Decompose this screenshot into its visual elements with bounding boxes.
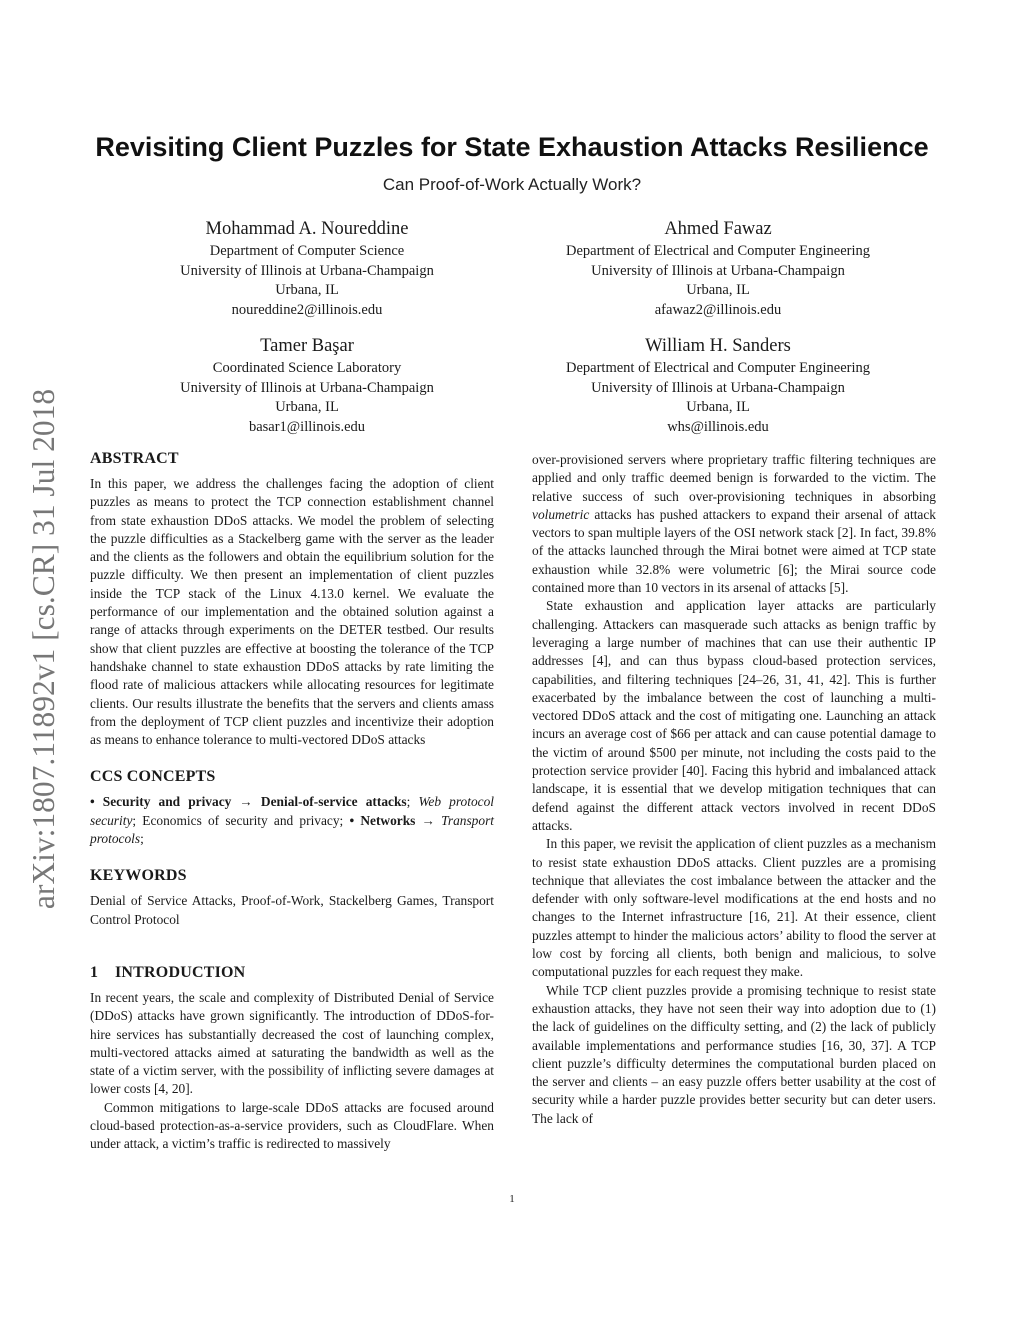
- left-column: [90, 449, 494, 1154]
- body-paragraph: State exhaustion and application layer attacks are particularly challenging. Attackers can masquerade such attacks as benign traffic by leveraging a large number of machines that can use their authentic IP addresses [4], and can thus bypass cloud-based protection services, capabilities, and filtering techniques [24–26, 31, 41, 42]. This is further exacerbated by the imbalance between the cost of launching a multi-vectored DDoS attack and the cost of mitigating one. Launching an attack incurs an average cost of $66 per attack and can cause potential damage to the victim of around $500 per minute, not including the costs paid to the protection service provider [40]. Facing this hybrid and imbalanced attack landscape, it is essential that we develop mitigation techniques that can defend against the different attack vectors involved in recent DDoS attacks.: [532, 598, 936, 833]
- author-department: Department of Electrical and Computer Engineering: [566, 243, 870, 259]
- keywords-text: Denial of Service Attacks, Proof-of-Work, Stackelberg Games, Transport Control Protocol: [90, 893, 494, 927]
- author-block: [97, 333, 517, 437]
- author-department: Department of Electrical and Computer Engineering: [566, 360, 870, 376]
- abstract-text: In this paper, we address the challenges facing the adoption of client puzzles as means to protect the TCP connection establishment channel from state exhaustion DDoS attacks. We model the problem of selecting the puzzle difficulties as a Stackelberg game with the server as the leader and the clients as the followers and obtain the equilibrium solution for the puzzle difficulty. We then present an implementation of client puzzles inside the TCP stack of the Linux 4.13.0 kernel. We evaluate the performance of our implementation and the obtained solution against a range of attacks through experiments on the DETER testbed. Our results show that client puzzles are effective at boosting the tolerance of the TCP handshake channel to state exhaustion DDoS attacks by rate limiting the flood rate of malicious attackers while allocating resources for legitimate clients. Our results illustrate the benefits that the servers and clients amass from the deployment of TCP client puzzles and incentivize their adoption as means to enhance tolerance to multi-vectored DDoS attacks: [90, 476, 494, 748]
- ccs-concepts-text: • Security and privacy → Denial-of-service attacks; Web protocol security; Economics of security and privacy; • Networks → Transport protocols;: [90, 794, 494, 847]
- author-city: Urbana, IL: [686, 399, 750, 415]
- author-university: University of Illinois at Urbana-Champaign: [180, 379, 434, 396]
- author-email: noureddine2@illinois.edu: [231, 301, 383, 318]
- body-paragraph: over-provisioned servers where proprietary traffic filtering techniques are applied and only traffic deemed benign is forwarded to the victim. The relative success of such over-provisioning techniques in absorbing volumetric attacks has pushed attackers to expand their arsenal of attack vectors to span multiple layers of the OSI network stack [2]. In fact, 39.8% of the attacks launched through the Mirai botnet were aimed at TCP state exhaustion while 32.8% were volumetric [6]; the Mirai source code contained more than 10 vectors in its arsenal of attacks [5].: [532, 452, 936, 596]
- author-city: Urbana, IL: [275, 399, 339, 415]
- author-email: basar1@illinois.edu: [248, 418, 366, 435]
- author-city: Urbana, IL: [686, 282, 750, 298]
- author-university: University of Illinois at Urbana-Champaign: [591, 262, 845, 279]
- author-university: University of Illinois at Urbana-Champaign: [180, 262, 434, 279]
- abstract-heading: ABSTRACT: [90, 450, 179, 467]
- introduction-heading: 1 INTRODUCTION: [90, 963, 246, 981]
- author-university: University of Illinois at Urbana-Champaign: [591, 379, 845, 396]
- arxiv-identifier: arXiv:1807.11892v1 [cs.CR] 31 Jul 2018: [26, 388, 61, 910]
- author-name: Ahmed Fawaz: [664, 219, 772, 239]
- author-name: Mohammad A. Noureddine: [205, 219, 409, 239]
- author-email: afawaz2@illinois.edu: [654, 301, 782, 318]
- author-block: [508, 333, 928, 437]
- author-city: Urbana, IL: [275, 282, 339, 298]
- body-paragraph: While TCP client puzzles provide a promising technique to resist state exhaustion attacks, they have not seen their way into adoption due to (1) the lack of guidelines on the difficulty setting, and (2) the lack of publicly available implementations and performance studies [16, 30, 37]. A TCP client puzzle’s difficulty determines the computational burden placed on the server and clients – an easy puzzle offers better usability at the cost of security while a harder puzzle provides better security but can deter users. The lack of: [532, 982, 936, 1126]
- author-name: William H. Sanders: [645, 336, 791, 356]
- author-email: whs@illinois.edu: [667, 418, 769, 435]
- author-department: Coordinated Science Laboratory: [212, 360, 402, 376]
- page-number: 1: [509, 1193, 515, 1205]
- author-department: Department of Computer Science: [209, 243, 405, 259]
- paper-title: Revisiting Client Puzzles for State Exhaustion Attacks Resilience: [95, 132, 929, 162]
- body-paragraph: In this paper, we revisit the application of client puzzles as a mechanism to resist state exhaustion DDoS attacks. Client puzzles are a promising technique that alleviates the cost imbalance between the attacker and the defender with only software-level modifications at the end hosts and no changes to the Internet infrastructure [16, 21]. At their essence, client puzzles attempt to hinder the malicious actors’ ability to flood the server at low cost by forcing all clients, both benign and malicious, to solve computational puzzles for each request they make.: [532, 836, 936, 980]
- keywords-heading: KEYWORDS: [90, 867, 187, 885]
- author-block: [508, 216, 928, 320]
- author-block: [97, 216, 517, 320]
- paper-subtitle: Can Proof-of-Work Actually Work?: [382, 175, 642, 194]
- author-name: Tamer Başar: [260, 336, 354, 356]
- right-column: [532, 451, 936, 1128]
- intro-paragraph: In recent years, the scale and complexity of Distributed Denial of Service (DDoS) attacks have grown significantly. The introduction of DDoS-for-hire services has substantially decreased the cost of launching complex, multi-vectored attacks aimed at saturating the bandwidth as well as the state of a victim server, with the possibility of inflicting severe damages at lower costs [4, 20].: [90, 989, 494, 1097]
- ccs-heading: CCS CONCEPTS: [90, 768, 216, 786]
- intro-paragraph: Common mitigations to large-scale DDoS attacks are focused around cloud-based protection-as-a-service providers, such as CloudFlare. When under attack, a victim’s traffic is redirected to massively: [90, 1099, 494, 1152]
